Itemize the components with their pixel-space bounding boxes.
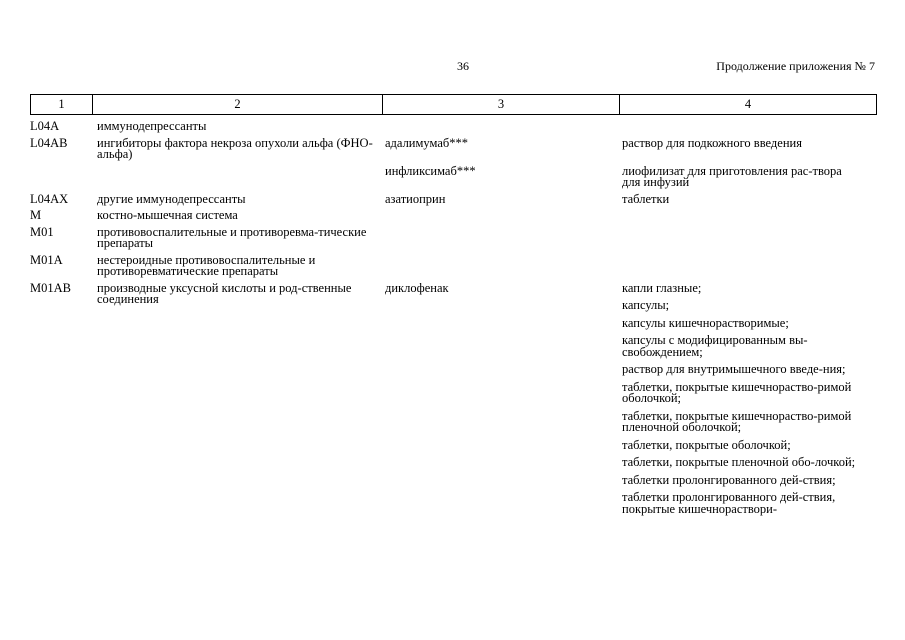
dosage-form: таблетки, покрытые кишечнораство-римой пленочной оболочкой;: [622, 408, 852, 434]
dosage-forms: [622, 280, 857, 516]
column-header-2: 2: [93, 95, 383, 115]
column-header-table: [30, 94, 877, 115]
dosage-forms: [622, 135, 857, 150]
dosage-form: таблетки, покрытые пленочной обо-лочкой;: [622, 455, 856, 469]
dosage-form: таблетки: [622, 191, 670, 206]
dosage-form: таблетки пролонгированного дей-ствия;: [622, 472, 836, 487]
table-body: [30, 121, 890, 520]
dosage-form: таблетки, покрытые кишечнораство-римой оболочкой;: [622, 379, 852, 405]
atc-code: M01: [30, 224, 54, 239]
atc-code: L04AB: [30, 135, 68, 150]
column-header-3: 3: [383, 95, 620, 115]
dosage-form: лиофилизат для приготовления рас-твора для инфузий: [622, 163, 842, 189]
table-row: [30, 135, 890, 161]
table-row: [30, 252, 890, 278]
dosage-forms: [622, 163, 857, 189]
table-row: [30, 210, 890, 222]
atc-code: M: [30, 208, 42, 222]
column-header-row: [31, 95, 877, 115]
dosage-form: раствор для подкожного введения: [622, 135, 802, 150]
dosage-form: раствор для внутримышечного введе-ния;: [622, 362, 846, 376]
atc-group-name: нестероидные противовоспалительные и противоревматические препараты: [97, 252, 316, 278]
drug-name: диклофенак: [385, 280, 449, 295]
atc-code: M01A: [30, 252, 63, 267]
page-number: 36: [457, 59, 469, 73]
column-header-1: 1: [31, 95, 93, 115]
drug-name: инфликсимаб***: [385, 163, 476, 178]
atc-group-name: костно-мышечная система: [97, 208, 238, 222]
atc-group-name: производные уксусной кислоты и род-ственные соединения: [97, 280, 352, 306]
dosage-form: капли глазные;: [622, 280, 702, 295]
continuation-label: Продолжение приложения № 7: [716, 59, 875, 73]
column-header-4: 4: [620, 95, 877, 115]
atc-code: M01AB: [30, 280, 71, 295]
dosage-form: таблетки, покрытые оболочкой;: [622, 437, 791, 452]
atc-group-name: другие иммунодепрессанты: [97, 191, 246, 206]
dosage-form: капсулы кишечнорастворимые;: [622, 315, 789, 330]
dosage-form: капсулы с модифицированным вы-свобождением;: [622, 333, 808, 359]
atc-code: L04AX: [30, 191, 69, 206]
drug-name: азатиоприн: [385, 191, 446, 206]
table-row: [30, 163, 890, 189]
atc-group-name: иммунодепрессанты: [97, 119, 207, 133]
dosage-forms: [622, 191, 857, 206]
dosage-form: таблетки пролонгированного дей-ствия, покрытые кишечнораствори-: [622, 490, 836, 516]
atc-group-name: противовоспалительные и противоревма-тические препараты: [97, 224, 367, 250]
table-row: [30, 191, 890, 206]
atc-group-name: ингибиторы фактора некроза опухоли альфа (ФНО-альфа): [97, 135, 373, 161]
dosage-form: капсулы;: [622, 298, 670, 312]
table-row: [30, 224, 890, 250]
table-row: [30, 121, 890, 133]
drug-name: адалимумаб***: [385, 135, 468, 150]
table-row: [30, 280, 890, 516]
atc-code: L04A: [30, 119, 60, 133]
